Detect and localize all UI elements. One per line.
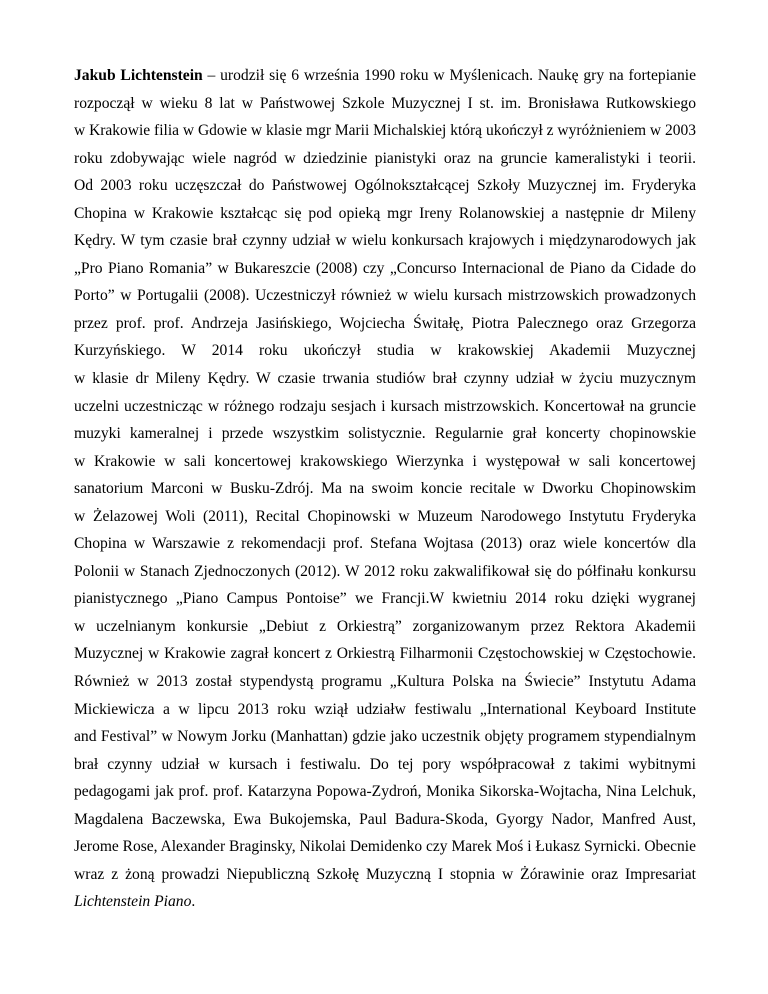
- text-line: [74, 888, 696, 916]
- line-text: Jerome Rose, Alexander Braginsky, Nikolai Demidenko czy Marek Moś i Łukasz Syrnicki. Obecnie: [74, 838, 696, 856]
- line-text: Chopina w Krakowie kształcąc się pod opieką mgr Ireny Rolanowskiej a następnie dr Mileny: [74, 204, 696, 222]
- text-line: [74, 530, 696, 558]
- line-text: and Festival” w Nowym Jorku (Manhattan) gdzie jako uczestnik objęty programem stypendialnym: [74, 728, 696, 746]
- text-line: [74, 145, 696, 173]
- line-text: przez prof. prof. Andrzeja Jasińskiego, Wojciecha Świtałę, Piotra Palecznego oraz Grzegorza: [74, 314, 696, 332]
- text-line: [74, 448, 696, 476]
- text-line: [74, 806, 696, 834]
- line-text: roku zdobywając wiele nagród w dziedzinie pianistyki oraz na gruncie kameralistyki i teorii.: [74, 149, 696, 167]
- text-line: [74, 365, 696, 393]
- text-line: [74, 90, 696, 118]
- text-line: [74, 668, 696, 696]
- text-line: [74, 751, 696, 779]
- line-text: rozpoczął w wieku 8 lat w Państwowej Szkole Muzycznej I st. im. Bronisława Rutkowskiego: [74, 94, 696, 112]
- text-line: [74, 723, 696, 751]
- line-text: „Pro Piano Romania” w Bukareszcie (2008) czy „Concurso Internacional de Piano da Cidade do: [74, 259, 696, 277]
- text-line: [74, 282, 696, 310]
- text-line: [74, 696, 696, 724]
- line-text: w Krakowie filia w Gdowie w klasie mgr Marii Michalskiej którą ukończył z wyróżnieniem w 2003: [74, 122, 696, 140]
- text-line: [74, 117, 696, 145]
- line-text: pianistycznego „Piano Campus Pontoise” we Francji.W kwietniu 2014 roku dzięki wygranej: [74, 590, 696, 608]
- line-text: brał czynny udział w kursach i festiwalu. Do tej pory współpracował z takimi wybitnymi: [74, 755, 696, 773]
- text-line: [74, 337, 696, 365]
- text-line: [74, 227, 696, 255]
- line-text: Porto” w Portugalii (2008). Uczestniczył również w wielu kursach mistrzowskich prowadzonych: [74, 287, 696, 305]
- line-text: sanatorium Marconi w Busku-Zdrój. Ma na swoim koncie recitale w Dworku Chopinowskim: [74, 480, 696, 498]
- line-text: Kędry. W tym czasie brał czynny udział w wielu konkursach krajowych i międzynarodowych jak: [74, 232, 696, 250]
- line-text: w Krakowie w sali koncertowej krakowskiego Wierzynka i występował w sali koncertowej: [74, 452, 696, 470]
- line-text: wraz z żoną prowadzi Niepubliczną Szkołę Muzyczną I stopnia w Żórawinie oraz Impresariat: [74, 865, 696, 883]
- line-text: Chopina w Warszawie z rekomendacji prof. Stefana Wojtasa (2013) oraz wiele koncertów dla: [74, 535, 696, 553]
- line-text: .: [191, 893, 196, 911]
- text-line: [74, 310, 696, 338]
- text-line: [74, 833, 696, 861]
- text-line: [74, 172, 696, 200]
- line-text: uczelni uczestnicząc w różnego rodzaju sesjach i kursach mistrzowskich. Koncertował na gruncie: [74, 397, 696, 415]
- line-text: w uczelnianym konkursie „Debiut z Orkiestrą” zorganizowanym przez Rektora Akademii: [74, 617, 696, 635]
- line-text: w Żelazowej Woli (2011), Recital Chopinowski w Muzeum Narodowego Instytutu Fryderyka: [74, 507, 696, 525]
- text-line: [74, 255, 696, 283]
- line-text: Kurzyńskiego. W 2014 roku ukończył studia w krakowskiej Akademii Muzycznej: [74, 342, 696, 360]
- text-line: [74, 558, 696, 586]
- text-line: [74, 640, 696, 668]
- line-text: Polonii w Stanach Zjednoczonych (2012). W 2012 roku zakwalifikował się do półfinału konkursu: [74, 562, 696, 580]
- text-line: [74, 62, 696, 90]
- line-text: w klasie dr Mileny Kędry. W czasie trwania studiów brał czynny udział w życiu muzycznym: [74, 370, 696, 388]
- text-line: [74, 613, 696, 641]
- text-line: [74, 861, 696, 889]
- line-text: pedagogami jak prof. prof. Katarzyna Popowa-Zydroń, Monika Sikorska-Wojtacha, Nina Lelchuk,: [74, 783, 696, 801]
- text-line: [74, 200, 696, 228]
- line-text: Magdalena Baczewska, Ewa Bukojemska, Paul Badura-Skoda, Gyorgy Nador, Manfred Aust,: [74, 810, 696, 828]
- text-line: [74, 585, 696, 613]
- line-text: – urodził się 6 września 1990 roku w Myślenicach. Naukę gry na fortepianie: [202, 67, 696, 84]
- text-line: [74, 503, 696, 531]
- line-text: Mickiewicza a w lipcu 2013 roku wziął udziałw festiwalu „International Keyboard Institute: [74, 700, 696, 718]
- text-line: [74, 475, 696, 503]
- line-text: Od 2003 roku uczęszczał do Państwowej Ogólnokształcącej Szkoły Muzycznej im. Fryderyka: [74, 177, 696, 195]
- text-line: [74, 393, 696, 421]
- text-line: [74, 778, 696, 806]
- author-name: Jakub Lichtenstein: [74, 67, 203, 84]
- line-text: Muzycznej w Krakowie zagrał koncert z Orkiestrą Filharmonii Częstochowskiej w Częstochowie.: [74, 645, 696, 663]
- biography-paragraph: [74, 62, 696, 916]
- line-text: muzyki kameralnej i przede wszystkim solistycznie. Regularnie grał koncerty chopinowskie: [74, 425, 696, 443]
- line-text: Również w 2013 został stypendystą programu „Kultura Polska na Świecie” Instytutu Adama: [74, 673, 696, 691]
- impresariat-name: Lichtenstein Piano: [74, 893, 192, 911]
- text-line: [74, 420, 696, 448]
